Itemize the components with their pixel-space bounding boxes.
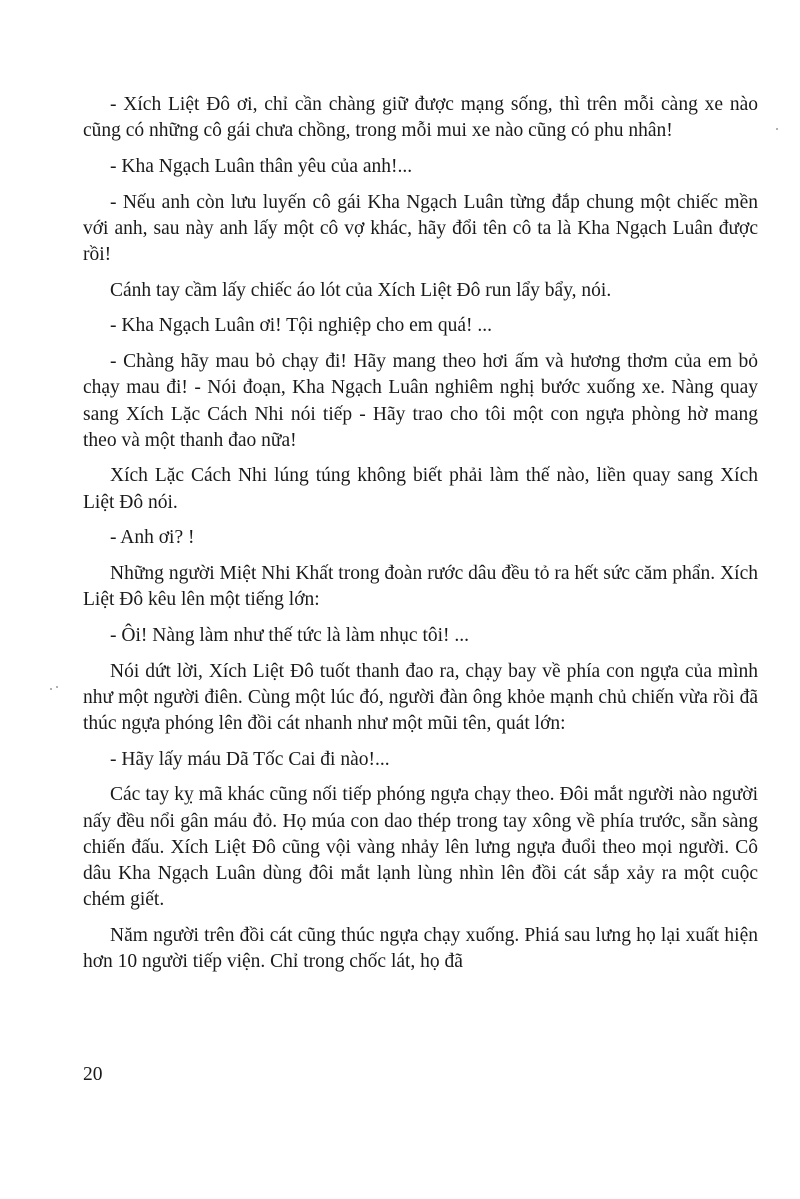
paragraph: - Xích Liệt Đô ơi, chỉ cần chàng giữ được mạng sống, thì trên mỗi càng xe nào cũng có những cô gái chưa chồng, trong mỗi mui xe nào cũng có phu nhân! bbox=[83, 94, 758, 142]
paragraph: - Chàng hãy mau bỏ chạy đi! Hãy mang theo hơi ấm và hương thơm của em bỏ chạy mau đi! - Nói đoạn, Kha Ngạch Luân nghiêm nghị bước xuống xe. Nàng quay sang Xích Lặc Cách Nhi nói tiếp - Hãy trao cho tôi một con ngựa phòng hờ mang theo và một thanh đao nữa! bbox=[83, 351, 758, 451]
paragraph: Năm người trên đồi cát cũng thúc ngựa chạy xuống. Phiá sau lưng họ lại xuất hiện hơn 10 người tiếp viện. Chỉ trong chốc lát, họ đã bbox=[83, 924, 758, 973]
paragraph: Nói dứt lời, Xích Liệt Đô tuốt thanh đao ra, chạy bay về phía con ngựa của mình như một người điên. Cùng một lúc đó, người đàn ông khỏe mạnh chủ chiến vừa rồi đã thúc ngựa phóng lên đồi cát nhanh như một mũi tên, quát lớn: bbox=[83, 660, 758, 735]
paragraph: - Nếu anh còn lưu luyến cô gái Kha Ngạch Luân từng đắp chung một chiếc mền với anh, sau này anh lấy một cô vợ khác, hãy đổi tên cô ta là Kha Ngạch Luân được rồi! bbox=[83, 191, 758, 266]
scan-speck bbox=[776, 128, 778, 130]
paragraph: Cánh tay cầm lấy chiếc áo lót của Xích Liệt Đô run lẩy bẩy, nói. bbox=[110, 279, 612, 301]
paragraph: Những người Miệt Nhi Khất trong đoàn rước dâu đều tỏ ra hết sức căm phẩn. Xích Liệt Đô kêu lên một tiếng lớn: bbox=[83, 563, 758, 611]
paragraph: - Ôi! Nàng làm như thế tức là làm nhục tôi! ... bbox=[110, 624, 470, 646]
page-body bbox=[83, 92, 758, 985]
paragraph: - Hãy lấy máu Dã Tốc Cai đi nào!... bbox=[110, 748, 390, 770]
paragraph: Các tay kỵ mã khác cũng nối tiếp phóng ngựa chạy theo. Đôi mắt người nào người nấy đều nổi gân máu đỏ. Họ múa con dao thép trong tay xông về phía trước, sẵn sàng chiến đấu. Xích Liệt Đô cũng vội vàng nhảy lên lưng ngựa đuổi theo mọi người. Cô dâu Kha Ngạch Luân dùng đôi mắt lạnh lùng nhìn lên đồi cát sắp xảy ra một cuộc chém giết. bbox=[83, 784, 758, 911]
paragraph: - Kha Ngạch Luân thân yêu của anh!... bbox=[110, 155, 413, 177]
paragraph: Xích Lặc Cách Nhi lúng túng không biết phải làm thế nào, liền quay sang Xích Liệt Đô nói. bbox=[83, 465, 758, 513]
scan-speck bbox=[50, 688, 52, 690]
paragraph: - Kha Ngạch Luân ơi! Tội nghiệp cho em quá! ... bbox=[110, 315, 492, 337]
page-number: 20 bbox=[83, 1064, 103, 1085]
scan-speck bbox=[56, 686, 58, 688]
paragraph: - Anh ơi? ! bbox=[110, 527, 195, 549]
